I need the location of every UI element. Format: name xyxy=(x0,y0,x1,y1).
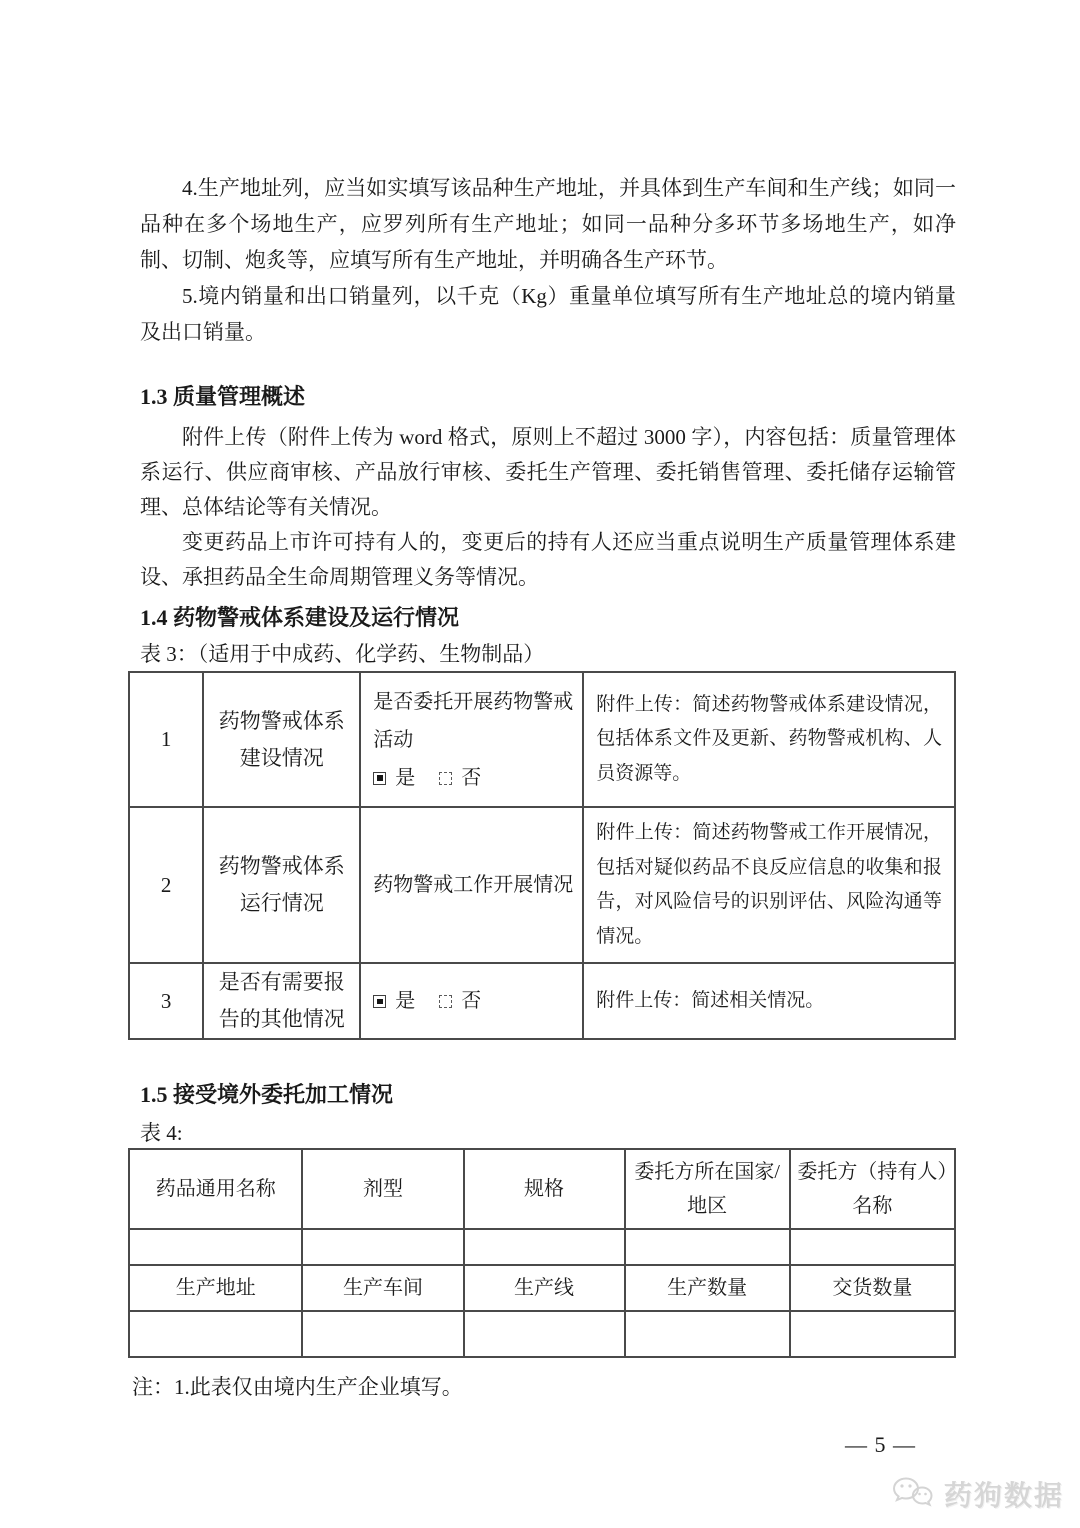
table-header-row xyxy=(129,1265,955,1311)
item-question: 药物警戒工作开展情况 xyxy=(373,874,574,896)
row-number-cell: 1 xyxy=(129,672,203,807)
watermark xyxy=(892,1474,1064,1514)
item-cell xyxy=(360,672,583,807)
paragraph-item-4: 4.生产地址列，应当如实填写该品种生产地址，并具体到生产车间和生产线；如同一品种在多个场地生产，应罗列所有生产地址；如同一品种分多环节多场地生产，如净制、切制、炮炙等，应填写所有生产地址，并明确各生产环节。 xyxy=(140,176,956,272)
wechat-icon xyxy=(892,1475,936,1513)
category-text: 药物警戒体系建设情况 xyxy=(218,708,345,770)
paragraph-item-5: 5.境内销量和出口销量列，以千克（Kg）重量单位填写所有生产地址总的境内销量及出口销量。 xyxy=(140,284,956,344)
watermark-text: 药狗数据 xyxy=(943,1481,1064,1512)
category-text: 药物警戒体系运行情况 xyxy=(218,854,345,915)
empty-input-cell[interactable] xyxy=(302,1229,463,1265)
header-cell-client-name: 委托方（持有人）名称 xyxy=(790,1149,955,1229)
header-cell-specification: 规格 xyxy=(464,1149,625,1229)
yes-no-choice xyxy=(373,982,578,1020)
table-4-caption: 表 4: xyxy=(140,1121,183,1145)
table-empty-row xyxy=(129,1311,955,1357)
table-row xyxy=(129,807,955,963)
header-cell-production-line: 生产线 xyxy=(464,1265,625,1311)
header-cell-production-address: 生产地址 xyxy=(129,1265,302,1311)
document-content xyxy=(128,0,956,1460)
table-empty-row xyxy=(129,1229,955,1265)
yes-no-choice xyxy=(373,759,578,797)
section-heading-1-4: 1.4 药物警戒体系建设及运行情况 xyxy=(140,605,460,630)
section-heading-1-5: 1.5 接受境外委托加工情况 xyxy=(140,1082,394,1107)
table-3-caption: 表 3：（适用于中成药、化学药、生物制品） xyxy=(140,642,545,666)
empty-input-cell[interactable] xyxy=(625,1311,790,1357)
no-label: 否 xyxy=(461,766,482,789)
page-number: — 5 — xyxy=(845,1432,916,1457)
empty-input-cell[interactable] xyxy=(129,1311,302,1357)
checkbox-no-unchecked-icon[interactable] xyxy=(439,995,452,1008)
header-cell-drug-name: 药品通用名称 xyxy=(129,1149,302,1229)
header-cell-production-quantity: 生产数量 xyxy=(625,1265,790,1311)
checkbox-yes-checked-icon[interactable] xyxy=(373,995,386,1008)
row-number-cell: 3 xyxy=(129,963,203,1039)
table-row xyxy=(129,963,955,1039)
table-4 xyxy=(128,1148,956,1358)
empty-input-cell[interactable] xyxy=(464,1229,625,1265)
detail-cell: 附件上传：简述药物警戒体系建设情况，包括体系文件及更新、药物警戒机构、人员资源等。 xyxy=(583,672,955,807)
no-label: 否 xyxy=(461,990,482,1012)
header-cell-dosage-form: 剂型 xyxy=(302,1149,463,1229)
item-cell xyxy=(360,963,583,1039)
category-text: 是否有需要报告的其他情况 xyxy=(218,970,345,1031)
row-number-cell: 2 xyxy=(129,807,203,963)
table-3 xyxy=(128,671,956,1040)
section-heading-1-3: 1.3 质量管理概述 xyxy=(140,384,306,409)
empty-input-cell[interactable] xyxy=(790,1311,955,1357)
empty-input-cell[interactable] xyxy=(129,1229,302,1265)
detail-cell: 附件上传：简述相关情况。 xyxy=(583,963,955,1039)
category-cell xyxy=(203,807,360,963)
empty-input-cell[interactable] xyxy=(302,1311,463,1357)
checkbox-yes-checked-icon[interactable] xyxy=(373,772,386,785)
header-cell-client-country: 委托方所在国家/地区 xyxy=(625,1149,790,1229)
empty-input-cell[interactable] xyxy=(464,1311,625,1357)
item-cell xyxy=(360,807,583,963)
table-header-row xyxy=(129,1149,955,1229)
checkbox-no-unchecked-icon[interactable] xyxy=(439,772,452,785)
detail-cell: 附件上传：简述药物警戒工作开展情况，包括对疑似药品不良反应信息的收集和报告，对风险信号的识别评估、风险沟通等情况。 xyxy=(583,807,955,963)
empty-input-cell[interactable] xyxy=(625,1229,790,1265)
table-row xyxy=(129,672,955,807)
category-cell xyxy=(203,672,360,807)
empty-input-cell[interactable] xyxy=(790,1229,955,1265)
header-cell-workshop: 生产车间 xyxy=(302,1265,463,1311)
category-cell xyxy=(203,963,360,1039)
yes-label: 是 xyxy=(395,766,416,789)
section-1-3-paragraph-2: 变更药品上市许可持有人的，变更后的持有人还应当重点说明生产质量管理体系建设、承担药品全生命周期管理义务等情况。 xyxy=(140,530,956,589)
section-1-3-paragraph-1: 附件上传（附件上传为 word 格式，原则上不超过 3000 字），内容包括：质量管理体系运行、供应商审核、产品放行审核、委托生产管理、委托销售管理、委托储存运输管理、总体结论等有关情况。 xyxy=(140,425,956,519)
header-cell-delivery-quantity: 交货数量 xyxy=(790,1265,955,1311)
table-4-note: 注：1.此表仅由境内生产企业填写。 xyxy=(132,1375,463,1399)
yes-label: 是 xyxy=(395,990,416,1012)
item-question: 是否委托开展药物警戒活动 xyxy=(373,690,574,751)
